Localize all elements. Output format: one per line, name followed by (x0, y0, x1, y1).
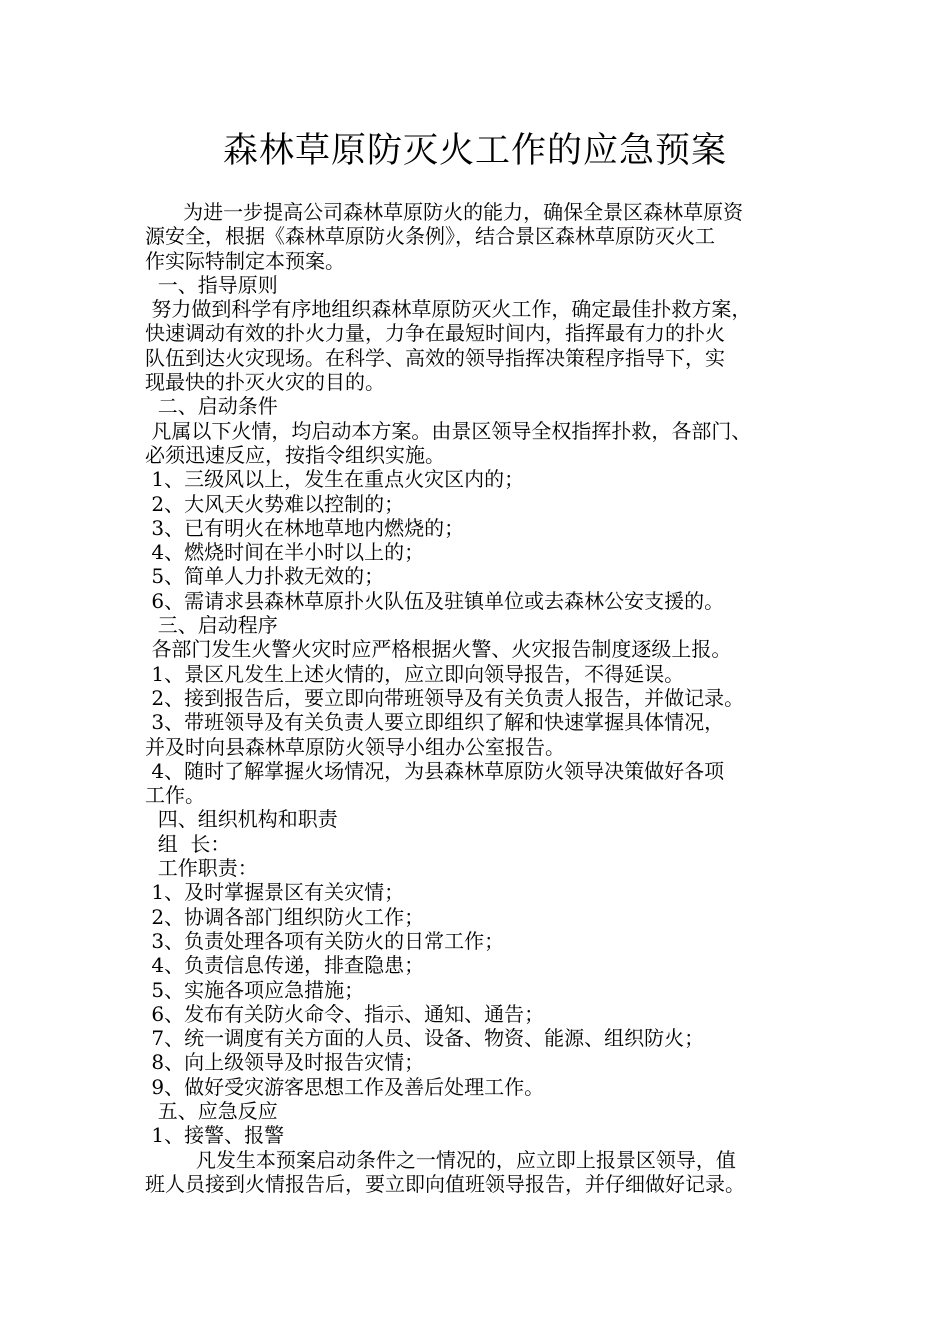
text-line: 凡发生本预案启动条件之一情况的，应立即上报景区领导，值 (145, 1147, 736, 1172)
text-line: 二、启动条件 (145, 394, 278, 419)
text-line: 班人员接到火情报告后，要立即向值班领导报告，并仔细做好记录。 (145, 1171, 745, 1196)
text-line: 1、接警、报警 (145, 1123, 285, 1148)
text-line: 8、向上级领导及时报告灾情； (145, 1050, 425, 1075)
text-line: 队伍到达火灾现场。在科学、高效的领导指挥决策程序指导下，实 (145, 345, 725, 370)
text-line: 3、负责处理各项有关防火的日常工作； (145, 928, 505, 953)
text-line: 各部门发生火警火灾时应严格根据火警、火灾报告制度逐级上报。 (145, 637, 732, 662)
text-line: 5、实施各项应急措施； (145, 977, 365, 1002)
text-line: 3、已有明火在林地草地内燃烧的； (145, 515, 465, 540)
text-line: 6、发布有关防火命令、指示、通知、通告； (145, 1001, 545, 1026)
text-line: 1、三级风以上，发生在重点火灾区内的； (145, 467, 525, 492)
text-line: 五、应急反应 (145, 1098, 278, 1123)
text-line: 2、协调各部门组织防火工作； (145, 904, 425, 929)
text-line: 7、统一调度有关方面的人员、设备、物资、能源、组织防火； (145, 1026, 705, 1051)
text-line: 作实际特制定本预案。 (145, 248, 345, 273)
text-line: 一、指导原则 (145, 272, 278, 297)
text-line: 三、启动程序 (145, 613, 278, 638)
text-line: 快速调动有效的扑火力量，力争在最短时间内，指挥最有力的扑火 (145, 321, 725, 346)
text-line: 1、及时掌握景区有关灾情； (145, 880, 405, 905)
text-line: 努力做到科学有序地组织森林草原防灭火工作，确定最佳扑救方案， (145, 297, 752, 322)
text-line: 源安全，根据《森林草原防火条例》，结合景区森林草原防灭火工 (145, 224, 715, 249)
text-line: 现最快的扑灭火灾的目的。 (145, 370, 385, 395)
text-line: 四、组织机构和职责 (145, 807, 338, 832)
text-line: 组 长： (145, 831, 231, 856)
text-line: 工作职责： (145, 856, 258, 881)
document-body (145, 200, 813, 1196)
text-line: 工作。 (145, 783, 205, 808)
text-line: 9、做好受灾游客思想工作及善后处理工作。 (145, 1074, 545, 1099)
text-line: 4、负责信息传递，排查隐患； (145, 953, 425, 978)
text-line: 为进一步提高公司森林草原防火的能力，确保全景区森林草原资 (145, 200, 744, 224)
text-line: 2、大风天火势难以控制的； (145, 491, 405, 516)
text-line: 凡属以下火情，均启动本方案。由景区领导全权指挥扑救，各部门、 (145, 418, 752, 443)
text-line: 4、燃烧时间在半小时以上的； (145, 540, 425, 565)
text-line: 6、需请求县森林草原扑火队伍及驻镇单位或去森林公安支援的。 (145, 588, 725, 613)
text-line: 3、带班领导及有关负责人要立即组织了解和快速掌握具体情况， (145, 710, 725, 735)
text-line: 2、接到报告后，要立即向带班领导及有关负责人报告，并做记录。 (145, 685, 745, 710)
document-title: 森林草原防灭火工作的应急预案 (222, 131, 727, 171)
text-line: 1、景区凡发生上述火情的，应立即向领导报告，不得延误。 (145, 661, 685, 686)
text-line: 必须迅速反应，按指令组织实施。 (145, 442, 445, 467)
text-line: 并及时向县森林草原防火领导小组办公室报告。 (145, 734, 565, 759)
text-line: 4、随时了解掌握火场情况，为县森林草原防火领导决策做好各项 (145, 758, 725, 783)
text-line: 5、简单人力扑救无效的； (145, 564, 385, 589)
